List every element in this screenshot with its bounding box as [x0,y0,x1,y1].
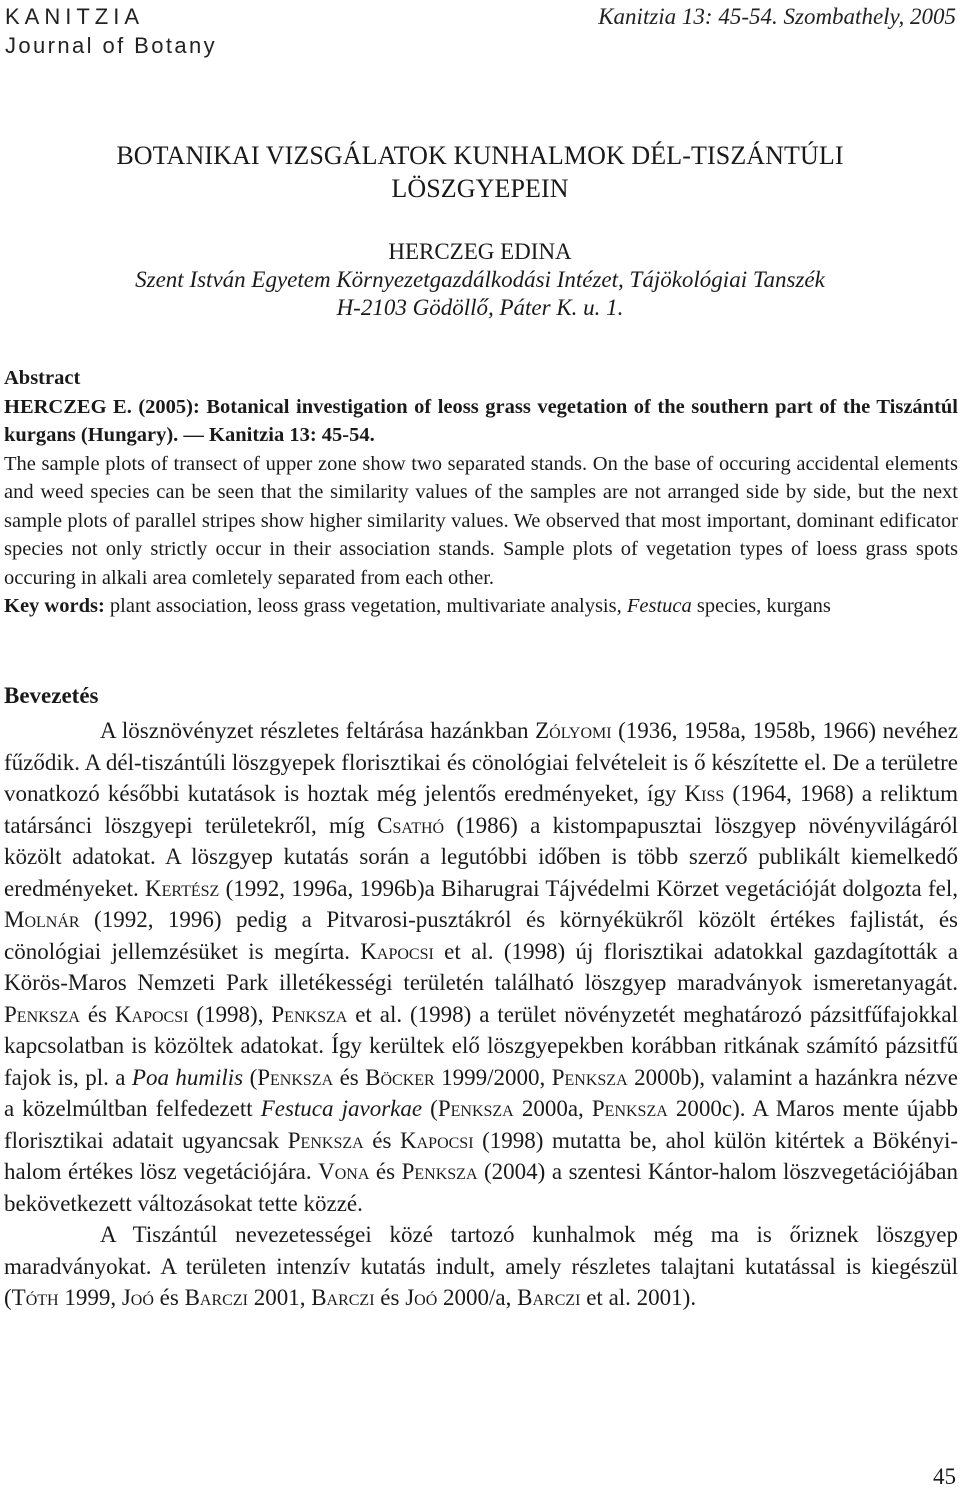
text-run: (1992, 1996a, 1996b)a Biharugrai Tájvédelmi Körzet vegetációját dolgozta fel, [219,875,959,901]
author-citation: Penksza [591,1096,668,1121]
author-affiliation: Szent István Egyetem Környezetgazdálkodási Intézet, Tájökológiai Tanszék [135,267,825,292]
paper-title-line1: BOTANIKAI VIZSGÁLATOK KUNHALMOK DÉL-TISZÁNTÚLI [116,141,844,170]
journal-name: KANITZIA [5,4,145,29]
text-run: ( [422,1096,438,1121]
species-name: Festuca javorkae [260,1096,423,1121]
text-run: (2004) a szentesi Kántor-halom löszvegetációjában bekövetkezett változásokat tette közzé. [4,1159,958,1216]
abstract-body: The sample plots of transect of upper zone show two separated stands. On the base of occuring accidental elements and weed species can be seen that the similarity values of the samples are not arranged side by side, but the next sample plots of parallel stripes show higher similarity values. We observed that most important, dominant edificator species not only strictly occur in their association stands. Sample plots of vegetation types of loess grass spots occuring in alkali area comletely separated from each other. [4,452,958,589]
text-run: ( [243,1064,258,1090]
author-citation: Barczi [311,1285,375,1310]
keywords-italic: Festuca [626,595,692,617]
text-run: 1999/2000, [434,1064,552,1090]
author-citation: Csathó [377,812,445,838]
text-run: A lösznövényzet részletes feltárása hazánkban [100,718,536,743]
author-citation: Kertész [145,875,220,901]
text-run: és [79,1001,115,1027]
author-citation: Penksza [4,1001,80,1027]
author-citation: Penksza [437,1096,514,1121]
author-address: H-2103 Gödöllő, Páter K. u. 1. [336,295,624,320]
author-name: HERCZEG EDINA [388,239,572,264]
keywords-text-b: species, kurgans [691,595,831,617]
text-run: és [153,1285,185,1310]
section-heading: Bevezetés [4,683,99,708]
text-run: 2000c). A Maros mente újabb florisztikai adatait ugyancsak [4,1096,958,1153]
species-name: Poa humilis [131,1064,244,1090]
author-citation: Kapocsi [360,938,434,964]
text-run: A Tiszántúl nevezetességei közé tartozó kunhalmok még ma is őriznek löszgyep maradványokat. A területen intenzív kutatás indult, amely részletes talajtani kutatással is kiegészül ( [4,1222,958,1310]
author-citation: Penksza [287,1127,364,1153]
text-run: 2001, [247,1285,312,1310]
keywords [4,592,958,621]
author-citation: Joó [405,1285,438,1310]
author-citation: Zólyomi [535,718,612,743]
text-run: (1998) mutatta be, ahol külön kitértek a Bökényi-halom értékes lösz vegetációjára. [4,1127,958,1184]
author-citation: Penksza [551,1064,628,1090]
author-citation: Barczi [184,1285,248,1310]
author-citation: Tóth [11,1285,59,1310]
author-citation: Penksza [401,1159,478,1184]
abstract [4,364,958,621]
text-run: 2000/a, [437,1285,518,1310]
text-run: és [374,1285,406,1310]
journal-masthead [5,2,217,60]
text-run: et al. (1998) a terület növényzetét meghatározó pázsitfűfajokkal kapcsolatban is közöltek adatokat. Így kerültek elő löszgyepekben korábban ritkának számító pázsitfű fajok is, pl. a [4,1001,958,1090]
keywords-text-a: plant association, leoss grass vegetation, multivariate analysis, [104,595,627,617]
text-run: (1992, 1996) pedig a Pitvarosi-pusztákról és környékükről közölt értékes fajlistát, és cönológiai jellemzésüket is megírta. [4,907,958,964]
paper-title-line2: LÖSZGYEPEIN [391,174,569,203]
text-run: 2000a, [513,1096,592,1121]
text-run: 2000b), valamint a hazánkra nézve a közelmúltban felfedezett [4,1064,958,1121]
journal-citation: Kanitzia 13: 45-54. Szombathely, 2005 [598,4,956,29]
author-citation: Barczi [517,1285,581,1310]
author-citation: Kapocsi [400,1127,474,1153]
section-body [4,715,958,1314]
paragraph-1 [4,715,958,1219]
author-citation: Kiss [684,781,725,806]
author-citation: Molnár [4,907,80,932]
text-run: (1964, 1968) a reliktum tatársánci löszgyepi területekről, míg [4,781,958,838]
author-citation: Kapocsi [114,1001,189,1027]
paragraph-2 [4,1219,958,1314]
author-citation: Böcker [365,1064,435,1090]
text-run: és [369,1159,402,1184]
text-run: (1936, 1958a, 1958b, 1966) nevéhez fűződik. A dél-tiszántúli löszgyepek florisztikai és cönológiai felvételeit is ő készítette el. De a területre vonatkozó későbbi kutatások is hoztak még jelentős eredményeket, így [4,718,958,806]
text-run: (1986) a kistompapusztai löszgyep növényvilágáról közölt adatokat. A löszgyep kutatás során a legutóbbi időben is több szerző publikált kiemelkedő eredményeket. [4,812,959,901]
author-citation: Joó [121,1285,154,1310]
journal-subtitle: Journal of Botany [5,33,218,58]
text-run: et al. 2001). [580,1285,697,1310]
text-run: 1999, [58,1285,122,1310]
author-citation: Vona [318,1159,370,1184]
abstract-reference: HERCZEG E. (2005): Botanical investigation of leoss grass vegetation of the southern part of the Tiszántúl kurgans (Hungary). ― Kanitzia 13: 45-54. [4,395,958,446]
text-run: és [363,1127,400,1153]
author-citation: Penksza [271,1001,348,1027]
text-run: (1998), [188,1001,272,1027]
paper-title [0,139,960,205]
keywords-label: Key words: [4,595,105,617]
abstract-heading: Abstract [4,367,81,389]
page-number: 45 [933,1464,956,1489]
author-block [0,238,960,322]
text-run: et al. (1998) új florisztikai adatokkal gazdagították a Körös-Maros Nemzeti Park illetékességi területén található löszgyep maradványok ismeretanyagát. [4,938,958,995]
author-citation: Penksza [257,1064,334,1090]
text-run: és [333,1064,366,1090]
